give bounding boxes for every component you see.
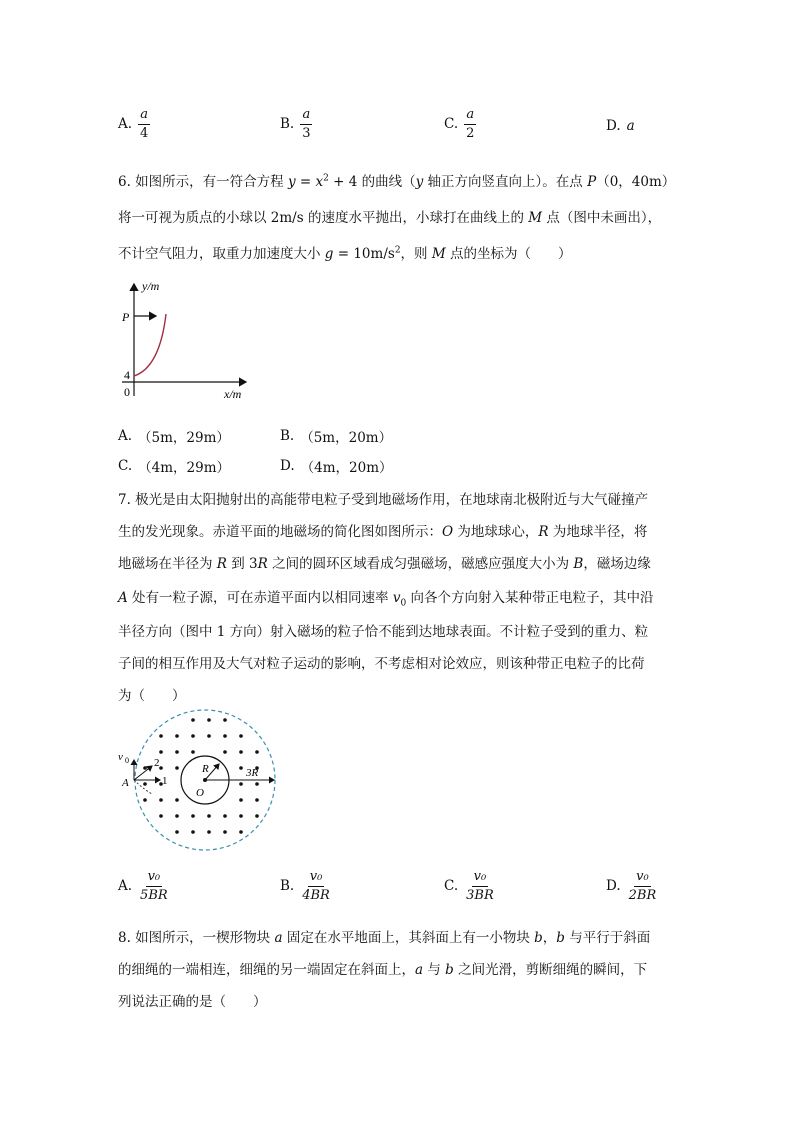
exponent: 2	[394, 245, 401, 256]
fraction	[627, 870, 659, 902]
denominator: 2	[466, 125, 475, 141]
q7-line-1	[118, 488, 648, 508]
curve	[134, 314, 166, 376]
point-p-label: P	[122, 310, 130, 324]
q8-line-1	[118, 926, 650, 946]
text: 为地球球心，	[453, 524, 539, 540]
point-a-label: A	[122, 777, 129, 789]
field-dot	[175, 734, 179, 738]
option-label: D.	[280, 458, 295, 474]
option-label: B.	[280, 428, 295, 444]
field-dot	[223, 734, 227, 738]
q6-option-b[interactable]	[280, 426, 392, 446]
text: （0，40m）	[596, 174, 676, 190]
denominator: 2BR	[628, 887, 657, 903]
field-dot	[223, 814, 227, 818]
field-dot	[207, 830, 211, 834]
field-dot	[143, 798, 147, 802]
r-label: R	[202, 763, 209, 775]
text: 7. 极光是由太阳抛射出的高能带电粒子受到地磁场作用，在地球南北极附近与大气碰撞产	[118, 492, 649, 508]
direction-2-arrow	[134, 766, 152, 780]
origin-label: 0	[124, 385, 130, 399]
field-dot	[239, 766, 243, 770]
field-dot	[239, 798, 243, 802]
option-text: （4m，20m）	[300, 460, 393, 476]
field-dot	[207, 718, 211, 722]
numerator: a	[464, 108, 476, 125]
option-label: D.	[606, 118, 621, 134]
text: 到 3	[226, 556, 258, 572]
q6-option-c[interactable]	[118, 456, 230, 476]
direction-1-label: 1	[162, 775, 168, 787]
text: 不计空气阻力，取重力加速度大小	[118, 246, 325, 262]
text: 的曲线（	[361, 174, 416, 190]
field-dot	[223, 830, 227, 834]
text: ，则	[400, 246, 432, 262]
text: ，磁场边缘	[583, 556, 651, 572]
field-dot	[255, 782, 259, 786]
field-dot	[175, 830, 179, 834]
q7-line-7	[118, 684, 186, 704]
field-dot	[175, 750, 179, 754]
numerator: v₀	[634, 870, 651, 887]
text: 将一可视为质点的小球以 2m/s 的速度水平抛出，小球打在曲线上的	[118, 210, 529, 226]
var: R	[257, 556, 268, 572]
option-label: B.	[280, 878, 295, 895]
field-dot	[223, 750, 227, 754]
numerator: v₀	[146, 870, 163, 887]
fraction	[464, 870, 496, 902]
field-dot	[255, 798, 259, 802]
q7-option-c[interactable]	[444, 870, 496, 902]
text: 6. 如图所示，有一符合方程	[118, 174, 284, 190]
option-label: D.	[606, 878, 621, 895]
q7-option-d[interactable]	[606, 870, 658, 902]
text: 向各个方向射入某种带正电粒子，其中沿	[406, 590, 654, 606]
var: P	[587, 174, 597, 190]
q6-line-3	[118, 242, 571, 262]
field-dot	[159, 798, 163, 802]
var: B	[573, 556, 584, 572]
var: g	[324, 246, 334, 262]
field-dot	[175, 798, 179, 802]
text: 地磁场在半径为	[118, 556, 217, 572]
text: 与	[423, 962, 446, 978]
text: 的细绳的一端相连，细绳的另一端固定在斜面上，	[118, 962, 415, 978]
exponent: 2	[323, 173, 329, 184]
text: 列说法正确的是（ ）	[118, 994, 267, 1010]
y-axis-label: y/m	[142, 279, 160, 293]
text: 子间的相互作用及大气对粒子运动的影响，不考虑相对论效应，则该种带正电粒子的比荷	[118, 656, 645, 672]
denominator: 3	[302, 125, 311, 141]
field-dot	[143, 782, 147, 786]
text: ，	[542, 930, 557, 946]
text: 与平行于斜面	[564, 930, 651, 946]
field-dot	[239, 750, 243, 754]
option-value: a	[626, 118, 635, 134]
text: 之间光滑，剪断细绳的瞬间，下	[453, 962, 648, 978]
fraction	[300, 870, 332, 902]
field-dot	[191, 830, 195, 834]
field-dot	[191, 734, 195, 738]
option-label: A.	[118, 116, 133, 133]
fraction	[300, 108, 312, 140]
option-label: C.	[444, 116, 459, 133]
denominator: 5BR	[140, 887, 168, 903]
var: R	[538, 524, 549, 540]
var: R	[216, 556, 227, 572]
equation-tail: + 4	[328, 174, 358, 190]
trajectory-hint	[134, 780, 152, 794]
text: 固定在水平地面上，其斜面上有一小物块	[282, 930, 535, 946]
text: 点的坐标为（ ）	[445, 246, 572, 262]
q6-graph	[112, 278, 257, 408]
option-label: A.	[118, 428, 133, 444]
field-dot	[159, 734, 163, 738]
field-dot	[175, 766, 179, 770]
field-dot	[143, 766, 147, 770]
field-dot	[191, 750, 195, 754]
numerator: v₀	[472, 870, 489, 887]
q6-option-a[interactable]	[118, 426, 230, 446]
q6-line-1	[118, 170, 675, 190]
q5-option-c[interactable]	[444, 108, 476, 140]
text: 点（图中未画出），	[542, 210, 662, 226]
var: a	[415, 962, 424, 978]
text: 之间的圆环区域看成匀强磁场，磁感应强度大小为	[267, 556, 574, 572]
var: b	[445, 962, 454, 978]
option-label: C.	[118, 458, 133, 474]
text: = 10m/s	[333, 246, 395, 262]
fraction	[138, 108, 150, 140]
option-text: （4m，29m）	[138, 460, 231, 476]
field-dot	[223, 718, 227, 722]
tick-4-label: 4	[124, 368, 130, 382]
field-dot	[207, 814, 211, 818]
option-label: A.	[118, 878, 133, 895]
var: b	[534, 930, 543, 946]
text: 8. 如图所示，一楔形物块	[118, 930, 275, 946]
subscript: 0	[400, 598, 407, 609]
field-dot	[255, 814, 259, 818]
var: M	[528, 210, 543, 226]
x-axis-label: x/m	[224, 387, 242, 401]
field-dot	[175, 814, 179, 818]
field-dot	[255, 750, 259, 754]
field-dot	[239, 734, 243, 738]
text: 为（ ）	[118, 688, 186, 704]
field-dot	[191, 814, 195, 818]
direction-2-label: 2	[154, 757, 160, 769]
q7-line-2	[118, 520, 647, 540]
q7-line-6	[118, 652, 645, 672]
numerator: a	[138, 108, 150, 125]
field-dot	[159, 814, 163, 818]
var: y	[415, 174, 424, 190]
q8-line-3	[118, 990, 267, 1010]
3r-label: 3R	[246, 767, 259, 779]
q5-option-a[interactable]	[118, 108, 150, 140]
text: 生的发光现象。赤道平面的地磁场的简化图如图所示：	[118, 524, 442, 540]
var: b	[556, 930, 565, 946]
q5-option-b[interactable]	[280, 108, 313, 140]
text: 半径方向（图中 1 方向）射入磁场的粒子恰不能到达地球表面。不计粒子受到的重力、粒	[118, 624, 649, 640]
q7-line-3	[118, 552, 651, 572]
q8-line-2	[118, 958, 647, 978]
field-dot	[239, 814, 243, 818]
v0-label: v	[118, 751, 123, 763]
option-label: C.	[444, 878, 459, 895]
option-text: （5m，29m）	[138, 430, 230, 446]
q7-option-a[interactable]	[118, 870, 170, 902]
field-dot	[159, 766, 163, 770]
q5-option-d[interactable]	[606, 118, 635, 134]
q7-magnetic-field-diagram	[112, 708, 287, 858]
denominator: 4	[140, 125, 149, 141]
var: A	[118, 590, 128, 606]
numerator: a	[300, 108, 312, 125]
var: v	[392, 590, 401, 606]
field-dot	[239, 830, 243, 834]
v0-subscript: 0	[125, 756, 129, 765]
denominator: 3BR	[466, 887, 494, 903]
text: 轴正方向竖直向上）。在点	[423, 174, 588, 190]
numerator: v₀	[308, 870, 325, 887]
q7-line-4	[118, 586, 654, 609]
q6-line-2	[118, 206, 661, 226]
q6-option-d[interactable]	[280, 456, 393, 476]
option-label: B.	[280, 116, 295, 133]
text: 为地球半径，将	[548, 524, 648, 540]
text: 处有一粒子源，可在赤道平面内以相同速率	[127, 590, 393, 606]
field-dot	[159, 750, 163, 754]
equation: y = x	[287, 174, 324, 190]
var: a	[274, 930, 283, 946]
fraction	[464, 108, 476, 140]
field-dot	[239, 782, 243, 786]
q7-line-5	[118, 620, 648, 640]
fraction	[138, 870, 170, 902]
var: O	[442, 524, 454, 540]
option-text: （5m，20m）	[300, 430, 393, 446]
q7-option-b[interactable]	[280, 870, 332, 902]
var: M	[431, 246, 446, 262]
field-dot	[207, 734, 211, 738]
denominator: 4BR	[302, 887, 330, 903]
center-o-label: O	[196, 787, 204, 799]
field-dot	[191, 718, 195, 722]
